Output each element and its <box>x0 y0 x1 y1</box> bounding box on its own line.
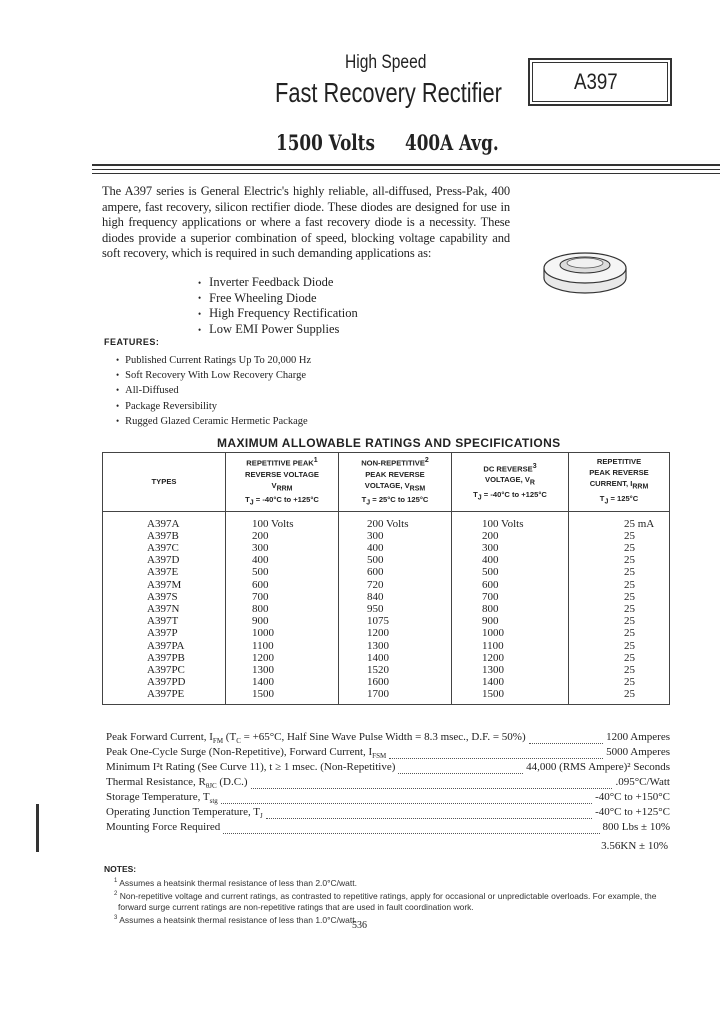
table-cell: 25 <box>569 530 670 542</box>
table-cell: 25 <box>569 676 670 688</box>
page-number: 536 <box>352 920 367 931</box>
table-cell: 200 <box>226 530 339 542</box>
rating-amps: 400A Avg. <box>405 130 499 155</box>
table-cell: 200 Volts <box>339 511 452 530</box>
header-rule-bottom <box>92 173 720 174</box>
parameter-value: -40°C to +150°C <box>595 791 670 803</box>
table-cell: A397PC <box>103 664 226 676</box>
parameter-label: Mounting Force Required <box>106 821 221 833</box>
table-cell: 1100 <box>226 640 339 652</box>
table-header-row <box>103 453 670 512</box>
table-cell: 300 <box>452 542 569 554</box>
table-cell: 800 <box>452 603 569 615</box>
table-row <box>103 591 670 603</box>
table-title: MAXIMUM ALLOWABLE RATINGS AND SPECIFICATIONS <box>217 436 561 450</box>
header-dc-reverse-voltage: DC REVERSE$^3$ VOLTAGE, $V_R$ $T_J = -40^\circ C$ to +125°C <box>452 453 569 512</box>
rating-volts: 1500 Volts <box>276 130 375 155</box>
parameter-label: Storage Temperature, $T_{stg}$ <box>106 791 218 806</box>
leader-dots <box>221 790 592 804</box>
table-cell: 100 Volts <box>226 511 339 530</box>
application-list <box>198 275 358 338</box>
notes-heading: NOTES: <box>104 864 137 874</box>
list-item: • Package Reversibility <box>116 399 311 414</box>
table-cell: 400 <box>226 554 339 566</box>
table-cell: 25 <box>569 615 670 627</box>
table-cell: 600 <box>226 579 339 591</box>
table-cell: 25 <box>569 603 670 615</box>
table-cell: 900 <box>452 615 569 627</box>
press-pak-diode-image <box>542 248 628 296</box>
parameter-label: Operating Junction Temperature, $T_J$ <box>106 806 263 821</box>
table-row <box>103 579 670 591</box>
table-cell: 700 <box>226 591 339 603</box>
table-cell: A397N <box>103 603 226 615</box>
table-cell: A397S <box>103 591 226 603</box>
table-cell: 1400 <box>339 652 452 664</box>
table-cell: 25 <box>569 554 670 566</box>
leader-dots <box>251 775 613 789</box>
table-cell: 1075 <box>339 615 452 627</box>
list-item: • Published Current Ratings Up To 20,000 Hz <box>116 353 311 368</box>
table-cell: 25 <box>569 542 670 554</box>
parameter-label: Thermal Resistance, $R_{\theta JC}$ (D.C.) <box>106 776 248 791</box>
table-cell: 900 <box>226 615 339 627</box>
table-cell: 25 <box>569 566 670 578</box>
part-number-box <box>528 58 672 106</box>
table-row <box>103 676 670 688</box>
header-rule-mid <box>92 169 720 170</box>
table-cell: 25 <box>569 664 670 676</box>
table-cell: 950 <box>339 603 452 615</box>
leader-dots <box>389 745 603 759</box>
table-cell: 1200 <box>339 627 452 639</box>
table-cell: 1700 <box>339 688 452 704</box>
table-row <box>103 652 670 664</box>
parameter-value: .095°C/Watt <box>615 776 670 788</box>
table-cell: 25 <box>569 627 670 639</box>
table-cell: 400 <box>452 554 569 566</box>
note-item: $^3$ Assumes a heatsink thermal resistance of less than 1.0°C/watt. <box>114 914 357 925</box>
table-cell: A397D <box>103 554 226 566</box>
table-row <box>103 615 670 627</box>
parameter-value: -40°C to +125°C <box>595 806 670 818</box>
header-repetitive-voltage: REPETITIVE PEAK$^1$ REVERSE VOLTAGE $V_{RRM}$ $T_J = -40^\circ C$ to +125°C <box>226 453 339 512</box>
parameter-row <box>106 820 670 838</box>
part-number: A397 <box>574 69 618 94</box>
table-row <box>103 640 670 652</box>
note-item: $^1$ Assumes a heatsink thermal resistance of less than 2.0°C/watt. <box>114 877 357 888</box>
table-cell: 25 <box>569 640 670 652</box>
list-item: • Inverter Feedback Diode <box>198 275 358 291</box>
table-cell: A397PD <box>103 676 226 688</box>
notes <box>114 876 673 925</box>
table-cell: 500 <box>226 566 339 578</box>
ratings-table <box>102 452 670 705</box>
table-row <box>103 511 670 530</box>
table-cell: A397E <box>103 566 226 578</box>
table-cell: 25 <box>569 652 670 664</box>
list-item: • Free Wheeling Diode <box>198 291 358 307</box>
list-item: • All-Diffused <box>116 383 311 398</box>
table-cell: 1000 <box>452 627 569 639</box>
table-cell: 1600 <box>339 676 452 688</box>
table-cell: 1500 <box>452 688 569 704</box>
table-cell: A397A <box>103 511 226 530</box>
list-item: • Rugged Glazed Ceramic Hermetic Package <box>116 414 311 429</box>
parameter-value: 5000 Amperes <box>606 746 670 758</box>
parameter-value: 800 Lbs ± 10% <box>602 821 670 833</box>
table-cell: 1500 <box>226 688 339 704</box>
mounting-force-si: 3.56KN ± 10% <box>601 840 668 852</box>
table-cell: A397T <box>103 615 226 627</box>
note-item: $^2$ Non-repetitive voltage and current ratings, as contrasted to repetitive ratings, apply for occasional or unpredictable overloads. For example, the forward surge current ratings are non-repetitive ratings that are used in fault coordination work. <box>114 890 657 912</box>
table-row <box>103 530 670 542</box>
table-row <box>103 627 670 639</box>
table-cell: A397PA <box>103 640 226 652</box>
table-cell: 800 <box>226 603 339 615</box>
table-row <box>103 542 670 554</box>
table-cell: 1520 <box>339 664 452 676</box>
table-row <box>103 554 670 566</box>
table-cell: 600 <box>339 566 452 578</box>
table-cell: 1300 <box>226 664 339 676</box>
margin-mark <box>36 804 39 852</box>
table-cell: A397C <box>103 542 226 554</box>
table-cell: 600 <box>452 579 569 591</box>
table-cell: 1300 <box>339 640 452 652</box>
table-cell: 500 <box>452 566 569 578</box>
leader-dots <box>266 805 592 819</box>
table-cell: 1200 <box>452 652 569 664</box>
features-list <box>116 353 311 429</box>
table-row <box>103 688 670 704</box>
parameter-label: Peak One-Cycle Surge (Non-Repetitive), Forward Current, $I_{FSM}$ <box>106 746 387 761</box>
parameter-value: 44,000 (RMS Ampere)² Seconds <box>526 761 670 773</box>
header-types: TYPES <box>103 453 226 512</box>
table-cell: 200 <box>452 530 569 542</box>
table-cell: 1300 <box>452 664 569 676</box>
table-cell: 25 mA <box>569 511 670 530</box>
table-cell: 25 <box>569 579 670 591</box>
table-cell: 300 <box>339 530 452 542</box>
table-cell: 1200 <box>226 652 339 664</box>
table-cell: 720 <box>339 579 452 591</box>
table-row <box>103 603 670 615</box>
table-cell: A397PE <box>103 688 226 704</box>
table-cell: 25 <box>569 688 670 704</box>
table-cell: 1400 <box>452 676 569 688</box>
list-item: • High Frequency Rectification <box>198 306 358 322</box>
table-cell: A397B <box>103 530 226 542</box>
intro-paragraph: The A397 series is General Electric's highly reliable, all-diffused, Press-Pak, 400 ampere, fast recovery, silicon rectifier diode. These diodes are designed for use in high frequency applications or where a fast recovery diode is a necessity. These diodes provide a superior combination of speed, blocking voltage capability and soft recovery, which is required in such demanding applications as: <box>102 184 510 261</box>
page-title: Fast Recovery Rectifier <box>275 77 502 108</box>
header-reverse-current: REPETITIVE PEAK REVERSE CURRENT, $I_{RRM}$ $T_J = 125^\circ C$ <box>569 453 670 512</box>
table-cell: 25 <box>569 591 670 603</box>
leader-dots <box>529 730 604 744</box>
table-row <box>103 664 670 676</box>
table-cell: 1400 <box>226 676 339 688</box>
parameter-label: Minimum I²t Rating (See Curve 11), t ≥ 1 msec. (Non-Repetitive) <box>106 761 396 773</box>
table-cell: 700 <box>452 591 569 603</box>
table-cell: 400 <box>339 542 452 554</box>
leader-dots <box>398 760 523 774</box>
table-cell: A397PB <box>103 652 226 664</box>
table-cell: 100 Volts <box>452 511 569 530</box>
features-heading: FEATURES: <box>104 337 160 347</box>
parameter-label: Peak Forward Current, $I_{FM}$ ($T_C = +65^\circ C$, Half Sine Wave Pulse Width = 8.3 msec., D.F. = 50%) <box>106 731 526 746</box>
table-cell: A397P <box>103 627 226 639</box>
leader-dots <box>223 820 599 834</box>
table-cell: 1000 <box>226 627 339 639</box>
table-row <box>103 566 670 578</box>
table-cell: 840 <box>339 591 452 603</box>
list-item: • Soft Recovery With Low Recovery Charge <box>116 368 311 383</box>
header-nonrepetitive-voltage: NON-REPETITIVE$^2$ PEAK REVERSE VOLTAGE, $V_{RSM}$ $T_J = 25^\circ C$ to 125°C <box>339 453 452 512</box>
header-rule-top <box>92 164 720 166</box>
table-cell: 300 <box>226 542 339 554</box>
subtitle: High Speed <box>345 52 427 73</box>
parameter-value: 1200 Amperes <box>606 731 670 743</box>
list-item: • Low EMI Power Supplies <box>198 322 358 338</box>
table-cell: A397M <box>103 579 226 591</box>
table-cell: 500 <box>339 554 452 566</box>
table-cell: 1100 <box>452 640 569 652</box>
